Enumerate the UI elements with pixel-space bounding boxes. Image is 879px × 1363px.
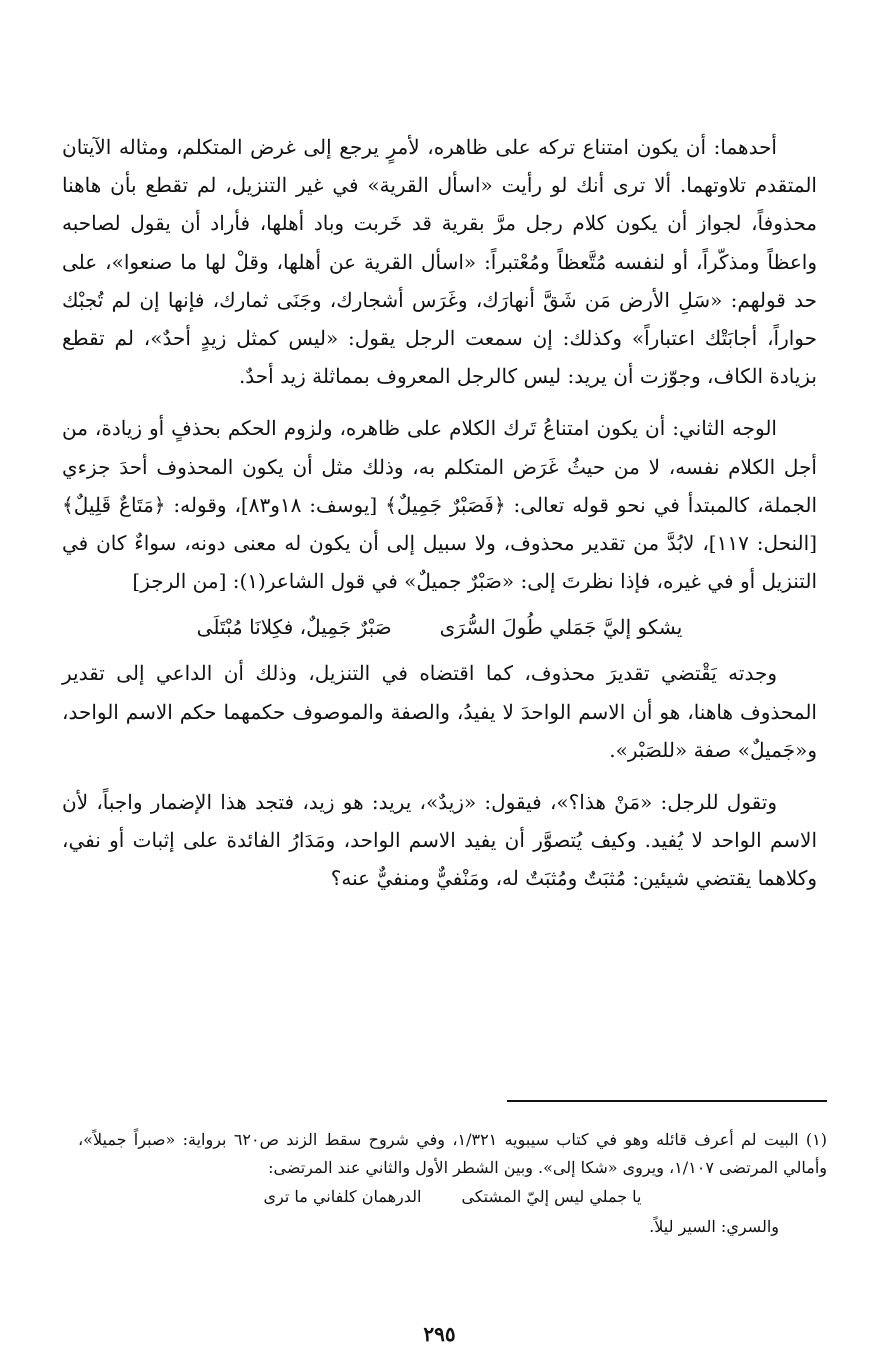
- paragraph-dialogue-example: وتقول للرجل: «مَنْ هذا؟»، فيقول: «زيدٌ»، يريد: هو زيد، فتجد هذا الإضمار واجباً، لأن الاسم الواحد لا يُفيد. وكيف يُتصوَّر أن يفيد الاسم الواحد، ومَدَارُ الفائدة على إثبات أو نفي، وكلاهما يقتضي شيئين: مُثبَتٌ ومُثبَتٌ له، ومَنْفيٌّ ومنفيٌّ عنه؟: [62, 790, 817, 891]
- footnote-verse: [78, 1183, 827, 1211]
- footnotes-section: [78, 1126, 827, 1240]
- verse-first-hemistich: يشكو إليَّ جَمَلي طُولَ السُّرَى: [439, 615, 683, 640]
- footnote-1-text: البيت لم أعرف قائله وهو في كتاب سيبويه ١/٣٢١، وفي شروح سقط الزند ص٦٢٠ برواية: «صبراً جميلاً»، وأمالي المرتضى ١/١٠٧، ويروى «شكا إلى». وبين الشطر الأول والثاني عند المرتضى:: [78, 1130, 827, 1177]
- footnote-verse-first: يا جملي ليس إليّ المشتكى: [461, 1187, 642, 1206]
- poem-verse: [62, 608, 817, 646]
- paragraph-verse-explanation: وجدته يَقْتضي تقديرَ محذوف، كما اقتضاه في التنزيل، وذلك أن الداعي إلى تقدير المحذوف هاهنا، هو أن الاسم الواحدَ لا يفيدُ، والصفة والموصوف حكمهما حكم الاسم الواحد، و«جَميلٌ» صفة «للصَبْر».: [62, 661, 817, 762]
- paragraph-first-aspect: أحدهما: أن يكون امتناع تركه على ظاهره، لأمرٍ يرجع إلى غرض المتكلم، ومثاله الآيتان المتقدم تلاوتهما. ألا ترى أنك لو رأيت «اسأل القرية» في غير التنزيل، لم تقطع بأن هاهنا محذوفاً، لجواز أن يكون كلام رجل مرَّ بقرية قد خَربت وباد أهلها، فأراد أن يقول لصاحبه واعظاً ومذكّراً، أو لنفسه مُتَّعظاً ومُعْتبراً: «اسأل القرية عن أهلها، وقلْ لها ما صنعوا»، على حد قولهم: «سَلِ الأرض مَن شَقَّ أنهارَك، وغَرَس أشجارك، وجَنَى ثمارك، فإنها إن لم تُجبْك حواراً، أجابَتْك اعتباراً» وكذلك: إن سمعت الرجل يقول: «ليس كمثل زيدٍ أحدٌ»، لم تقطع بزيادة الكاف، وجوّزت أن يريد: ليس كالرجل المعروف بمماثلة زيد أحدٌ.: [62, 135, 818, 389]
- verse-second-hemistich: صَبْرٌ جَمِيلٌ، فكِلانَا مُبْتَلَى: [196, 615, 392, 640]
- footnote-gloss: والسري: السير ليلاً.: [649, 1216, 779, 1236]
- footnote-verse-second: الدرهمان كلفاني ما ترى: [263, 1187, 422, 1206]
- footnote-marker: (١): [805, 1130, 827, 1149]
- page-number: ٢٩٥: [423, 1322, 456, 1346]
- footnote-separator: [507, 1100, 827, 1102]
- main-text-body: [62, 128, 817, 898]
- paragraph-second-aspect: الوجه الثاني: أن يكون امتناعُ تَرك الكلام على ظاهره، ولزوم الحكم بحذفٍ أو زيادة، من أجل الكلام نفسه، لا من حيثُ غَرَض المتكلم به، وذلك مثل أن يكون المحذوف أحدَ جزءي الجملة، كالمبتدأ في نحو قوله تعالى: ﴿فَصَبْرٌ جَمِيلٌ﴾ [يوسف: ١٨و٨٣]، وقوله: ﴿مَتَاعٌ قَلِيلٌ﴾ [النحل: ١١٧]، لابُدَّ من تقدير محذوف، ولا سبيل إلى أن يكون له معنى دونه، سواءٌ كان في التنزيل أو في غيره، فإذا نظرتَ إلى: «صَبْرٌ جميلٌ» في قول الشاعر(١): [من الرجز]: [62, 416, 818, 594]
- footnote-1: [78, 1126, 827, 1181]
